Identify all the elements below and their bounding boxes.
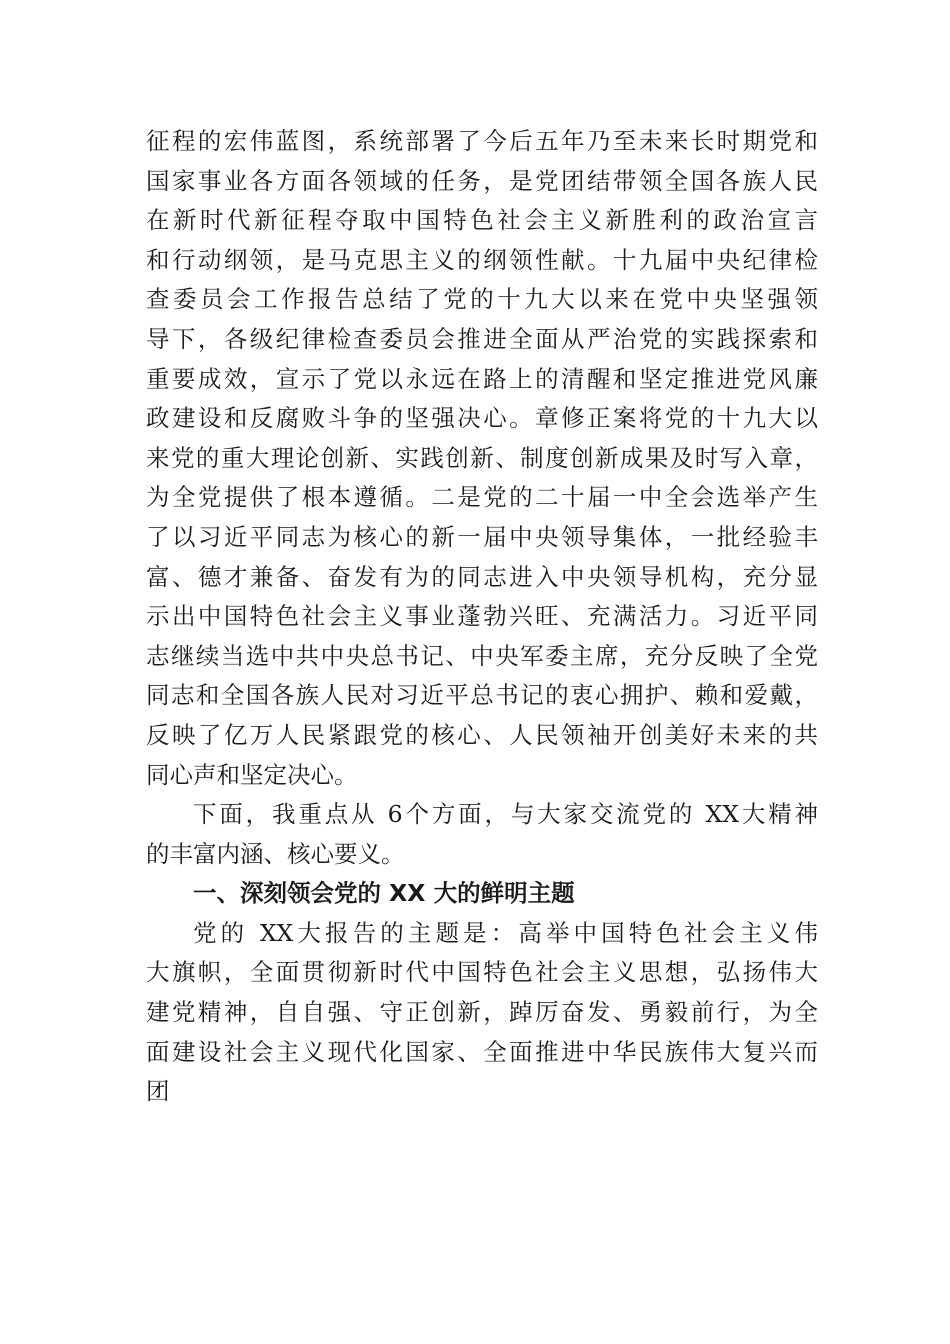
paragraph-3-line-1: 党的 XX大报告的主题是：高举中国特色社会主义伟: [193, 918, 818, 947]
paragraph-2-line-2: 的丰富内涵、核心要义。: [146, 839, 405, 868]
document-body: [146, 122, 818, 1112]
paragraph-3-line-4: 面建设社会主义现代化国家、全面推进中华民族伟大复兴而: [146, 1037, 818, 1066]
paragraph-2-line-1: 下面，我重点从 6个方面，与大家交流党的 XX大精神: [193, 800, 818, 829]
paragraph-1-line-15: 同志和全国各族人民对习近平总书记的衷心拥护、赖和爱戴，: [146, 681, 818, 710]
section-heading-1: 一、深刻领会党的 XX 大的鲜明主题: [193, 879, 575, 908]
paragraph-1-line-13: 示出中国特色社会主义事业蓬勃兴旺、充满活力。习近平同: [146, 602, 818, 631]
paragraph-1-line-6: 导下，各级纪律检查委员会推进全面从严治党的实践探索和: [146, 324, 818, 353]
paragraph-1-line-12: 富、德才兼备、奋发有为的同志进入中央领导机构，充分显: [146, 562, 818, 591]
paragraph-3-line-2: 大旗帜，全面贯彻新时代中国特色社会主义思想，弘扬伟大: [146, 958, 818, 987]
paragraph-3-line-5: 团: [146, 1077, 170, 1106]
paragraph-1-line-16: 反映了亿万人民紧跟党的核心、人民领袖开创美好未来的共: [146, 720, 818, 749]
paragraph-1-line-8: 政建设和反腐败斗争的坚强决心。章修正案将党的十九大以: [146, 404, 818, 433]
paragraph-1-line-14: 志继续当选中共中央总书记、中央军委主席，充分反映了全党: [146, 641, 818, 670]
paragraph-1-line-10: 为全党提供了根本遵循。二是党的二十届一中全会选举产生: [146, 483, 818, 512]
paragraph-1-line-2: 国家事业各方面各领域的任务，是党团结带领全国各族人民: [146, 166, 818, 195]
paragraph-1-line-17: 同心声和坚定决心。: [146, 760, 358, 789]
paragraph-1-line-7: 重要成效，宣示了党以永远在路上的清醒和坚定推进党风廉: [146, 364, 818, 393]
paragraph-1-line-5: 查委员会工作报告总结了党的十九大以来在党中央坚强领: [146, 285, 818, 314]
paragraph-1-line-11: 了以习近平同志为核心的新一届中央领导集体，一批经验丰: [146, 522, 818, 551]
paragraph-1-line-4: 和行动纲领，是马克思主义的纲领性献。十九届中央纪律检: [146, 245, 818, 274]
paragraph-1-line-9: 来党的重大理论创新、实践创新、制度创新成果及时写入章，: [146, 443, 818, 472]
paragraph-3-line-3: 建党精神，自自强、守正创新，踔厉奋发、勇毅前行，为全: [146, 998, 818, 1027]
paragraph-1-line-1: 征程的宏伟蓝图，系统部署了今后五年乃至未来长时期党和: [146, 127, 818, 155]
paragraph-1-line-3: 在新时代新征程夺取中国特色社会主义新胜利的政治宣言: [146, 206, 818, 235]
